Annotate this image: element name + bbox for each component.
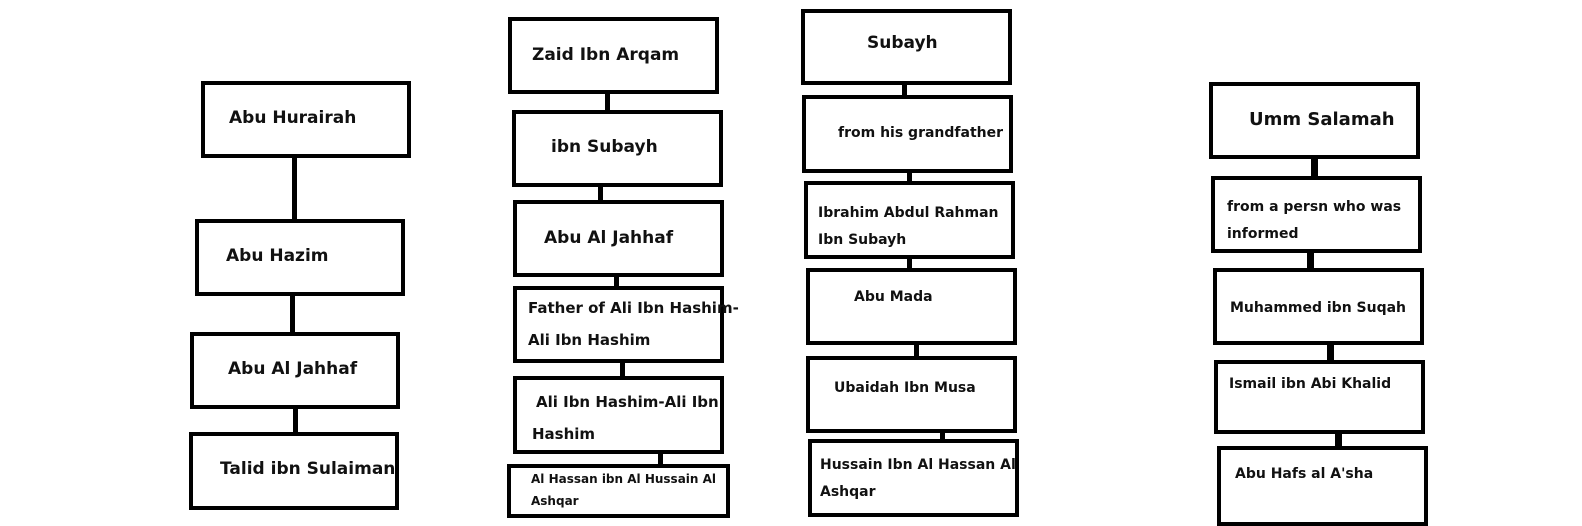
narrator-name: Abu Al Jahhaf [544,228,674,248]
narrator-name: ibn Subayh [551,137,658,157]
narrator-box [806,356,1017,433]
narrator-box [513,376,724,454]
connector [1327,342,1334,362]
narrator-box [1211,176,1422,253]
narrator-name: Talid ibn Sulaiman [220,459,396,479]
narrator-name: Abu Al Jahhaf [228,359,358,379]
connector [293,406,298,434]
narrator-box [513,286,739,363]
narrator-name: Abu Hurairah [229,108,357,128]
narrator-name: Abu Hafs al A'sha [1235,466,1374,482]
narrator-name: Subayh [867,33,938,53]
narrator-name: Zaid Ibn Arqam [532,45,680,65]
narrator-name-line-2: Ashqar [531,494,579,508]
narrator-name-line-2: Ibn Subayh [818,232,907,248]
narrator-name-line-2: Ashqar [820,484,876,500]
narrator-name: Ismail ibn Abi Khalid [1229,376,1392,392]
narrator-box [508,17,719,94]
narrator-name: Abu Mada [854,289,933,305]
narrator-name-line-1: Ibrahim Abdul Rahman [818,205,999,221]
narrator-box [1217,446,1428,526]
connector [605,92,610,112]
narrator-name-line-1: Father of Ali Ibn Hashim- [528,299,739,317]
narrator-box [801,9,1012,85]
narrator-box [1214,360,1425,434]
narrator-name: Abu Hazim [226,246,329,266]
narrator-box [808,439,1019,517]
narrator-name-line-1: Al Hassan ibn Al Hussain Al [531,472,717,486]
narrator-box [806,268,1017,345]
connector [1311,156,1318,178]
narrator-box [1209,82,1420,159]
narrator-name: from his grandfather [838,125,1004,141]
narrator-name: Ubaidah Ibn Musa [834,380,976,396]
narrator-box [802,95,1013,173]
narrator-box [190,332,400,409]
narrator-name-line-2: Ali Ibn Hashim [528,331,651,349]
connector [290,294,295,334]
narrator-box [513,200,724,277]
narrator-name: Umm Salamah [1249,109,1395,130]
narrator-box [507,464,730,518]
connector [1307,250,1314,270]
narrator-box [1213,268,1424,345]
narrator-name: Muhammed ibn Suqah [1230,300,1407,316]
narrator-box [195,219,405,296]
narrator-box [804,181,1015,259]
narrator-name-line-2: Hashim [532,425,596,443]
narrator-name-line-1: Ali Ibn Hashim-Ali Ibn [536,393,719,411]
narrator-box [201,81,411,158]
narrator-name-line-1: from a persn who was [1227,199,1402,215]
narrator-name-line-2: informed [1227,226,1299,242]
connector [292,156,297,220]
narrator-name-line-1: Hussain Ibn Al Hassan Al [820,457,1016,473]
narrator-box [512,110,723,187]
narrator-box [189,432,399,510]
